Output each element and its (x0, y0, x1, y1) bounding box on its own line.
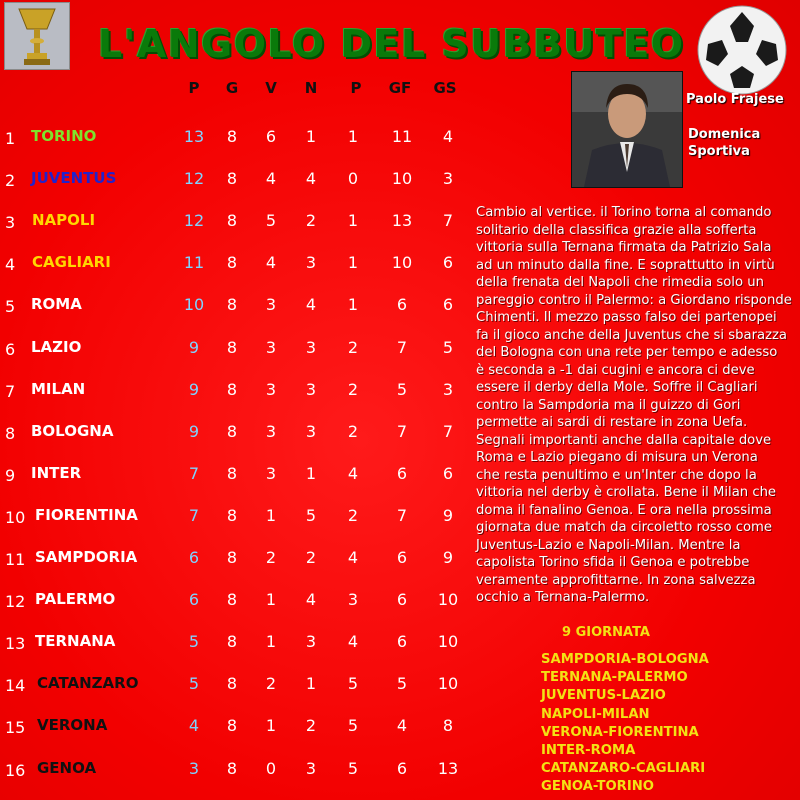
report-line: essere il derby della Mole. Soffre il Cagliari (476, 380, 758, 395)
position-cell: 1 (5, 129, 16, 148)
won-cell: 3 (265, 379, 277, 399)
report-line: permette ai sardi di restare in zona Uefa. (476, 415, 748, 430)
goals-for-cell: 6 (396, 758, 408, 778)
goals-for-cell: 4 (396, 716, 408, 736)
soccer-ball-image (696, 4, 788, 96)
goals-against-cell: 3 (442, 379, 454, 399)
played-cell: 8 (226, 758, 238, 778)
drawn-cell: 5 (305, 505, 317, 525)
won-cell: 3 (265, 337, 277, 357)
drawn-cell: 4 (305, 169, 317, 189)
played-cell: 8 (226, 337, 238, 357)
col-header-won: V (265, 79, 277, 97)
goals-against-cell: 8 (442, 716, 454, 736)
points-cell: 6 (188, 548, 200, 567)
goals-for-cell: 11 (391, 127, 413, 146)
report-line: Segnali importanti anche dalla capitale dove (476, 432, 772, 448)
position-cell: 3 (5, 213, 16, 233)
team-name-cell: CAGLIARI (32, 253, 111, 272)
table-row (0, 716, 470, 756)
table-row (0, 127, 470, 167)
col-header-points: P (188, 79, 200, 97)
next-round-title: 9 GIORNATA (562, 625, 650, 640)
played-cell: 8 (226, 632, 238, 652)
table-row (0, 422, 470, 462)
points-cell: 5 (188, 632, 200, 652)
team-name-cell: NAPOLI (32, 211, 96, 230)
won-cell: 2 (265, 548, 277, 567)
table-row (0, 548, 470, 588)
points-cell: 12 (183, 169, 205, 189)
lost-cell: 5 (347, 758, 359, 778)
points-cell: 9 (188, 379, 200, 399)
fixture-item: SAMPDORIA-BOLOGNA (541, 652, 709, 667)
drawn-cell: 3 (305, 337, 317, 357)
table-row (0, 169, 470, 209)
lost-cell: 4 (347, 632, 359, 652)
col-header-played: G (225, 79, 239, 97)
goals-for-cell: 10 (391, 169, 413, 189)
team-name-cell: CATANZARO (37, 674, 139, 693)
team-name-cell: PALERMO (35, 590, 116, 609)
position-cell: 7 (5, 381, 16, 401)
table-row (0, 590, 470, 630)
report-line: capolista Torino sfida il Genoa e potrebbe (476, 555, 750, 570)
position-cell: 2 (5, 171, 16, 191)
team-name-cell: GENOA (37, 758, 97, 777)
table-row (0, 759, 470, 799)
goals-against-cell: 3 (442, 169, 454, 189)
report-line: Juventus-Lazio e Napoli-Milan. Mentre la (476, 537, 741, 553)
played-cell: 8 (226, 295, 238, 315)
goals-against-cell: 9 (442, 505, 454, 525)
fixture-item: JUVENTUS-LAZIO (541, 688, 666, 704)
goals-for-cell: 6 (396, 548, 408, 567)
report-line: vittoria nel derby è crollata. Bene il Milan che (476, 485, 777, 500)
played-cell: 8 (226, 127, 238, 146)
report-line: Cambio al vertice. il Torino torna al comando (476, 205, 772, 220)
goals-against-cell: 9 (442, 548, 454, 567)
report-line: Roma e Lazio piegano di misura un Verona (476, 450, 758, 465)
report-line: pareggio contro il Palermo: a Giordano risponde (476, 292, 792, 308)
table-row (0, 632, 470, 672)
table-row (0, 295, 470, 335)
lost-cell: 1 (347, 127, 359, 146)
report-line: giornata due match da circoletto rosso come (476, 520, 772, 535)
points-cell: 5 (188, 674, 200, 694)
won-cell: 1 (265, 590, 277, 610)
goals-against-cell: 7 (442, 211, 454, 231)
report-line: solitario della classifica grazie alla sofferta (476, 222, 757, 238)
presenter-photo (571, 71, 683, 188)
position-cell: 15 (5, 718, 26, 738)
table-row (0, 211, 470, 251)
team-name-cell: TORINO (31, 127, 97, 145)
position-cell: 5 (5, 297, 16, 317)
lost-cell: 1 (347, 211, 359, 231)
points-cell: 12 (183, 211, 205, 231)
team-name-cell: FIORENTINA (35, 505, 138, 524)
drawn-cell: 3 (305, 379, 317, 399)
goals-for-cell: 6 (396, 632, 408, 652)
team-name-cell: MILAN (31, 379, 86, 398)
goals-against-cell: 10 (437, 590, 459, 610)
lost-cell: 2 (347, 379, 359, 399)
report-line: Chimenti. Il mezzo passo falso dei partenopei (476, 310, 777, 325)
played-cell: 8 (226, 548, 238, 567)
goals-against-cell: 5 (442, 337, 454, 357)
team-name-cell: TERNANA (35, 632, 116, 651)
played-cell: 8 (226, 505, 238, 525)
lost-cell: 5 (347, 674, 359, 694)
goals-against-cell: 6 (442, 463, 454, 483)
table-row (0, 253, 470, 293)
goals-for-cell: 13 (391, 211, 413, 231)
fixture-list (541, 651, 709, 797)
match-report (476, 204, 800, 607)
points-cell: 11 (183, 253, 205, 273)
drawn-cell: 3 (305, 632, 317, 652)
team-name-cell: INTER (31, 463, 82, 482)
won-cell: 4 (265, 169, 277, 189)
report-line: veramente approfittarne. In zona salvezza (476, 572, 756, 588)
drawn-cell: 2 (305, 716, 317, 736)
position-cell: 12 (5, 592, 26, 612)
position-cell: 6 (5, 339, 16, 359)
team-name-cell: ROMA (31, 295, 82, 314)
played-cell: 8 (226, 211, 238, 231)
goals-for-cell: 10 (391, 253, 413, 273)
drawn-cell: 3 (305, 253, 317, 273)
report-line: è seconda a -1 dai cugini e ancora ci deve (476, 362, 755, 378)
won-cell: 0 (265, 758, 277, 778)
played-cell: 8 (226, 674, 238, 694)
won-cell: 3 (265, 463, 277, 483)
won-cell: 3 (265, 295, 277, 315)
position-cell: 4 (5, 255, 16, 275)
report-line: fa il gioco anche della Juventus che si sbarazza (476, 327, 787, 343)
goals-against-cell: 6 (442, 253, 454, 273)
author-name: Paolo Frajese (686, 92, 784, 107)
won-cell: 1 (265, 632, 277, 652)
won-cell: 6 (265, 127, 277, 146)
played-cell: 8 (226, 253, 238, 273)
col-header-lost: P (350, 79, 362, 97)
report-line: contro la Sampdoria ma il guizzo di Gori (476, 397, 741, 413)
position-cell: 9 (5, 465, 16, 485)
position-cell: 13 (5, 634, 26, 654)
points-cell: 4 (188, 716, 200, 736)
drawn-cell: 3 (305, 758, 317, 778)
drawn-cell: 2 (305, 211, 317, 231)
played-cell: 8 (226, 716, 238, 736)
points-cell: 7 (188, 505, 200, 525)
fixture-item: NAPOLI-MILAN (541, 706, 650, 722)
lost-cell: 1 (347, 295, 359, 315)
lost-cell: 2 (347, 505, 359, 525)
drawn-cell: 3 (305, 421, 317, 441)
goals-for-cell: 6 (396, 590, 408, 610)
points-cell: 13 (183, 127, 205, 146)
author-show: Domenica Sportiva (688, 127, 761, 159)
drawn-cell: 1 (305, 127, 317, 146)
report-line: doma il fanalino Genoa. E ora nella prossima (476, 502, 772, 518)
won-cell: 1 (265, 716, 277, 736)
won-cell: 5 (265, 211, 277, 231)
report-line: occhio a Ternana-Palermo. (476, 590, 650, 605)
goals-against-cell: 13 (437, 758, 459, 778)
points-cell: 6 (188, 590, 200, 610)
drawn-cell: 2 (305, 548, 317, 567)
lost-cell: 4 (347, 463, 359, 483)
report-line: vittoria sulla Ternana firmata da Patrizio Sala (476, 240, 772, 255)
won-cell: 4 (265, 253, 277, 273)
played-cell: 8 (226, 169, 238, 189)
goals-for-cell: 6 (396, 295, 408, 315)
goals-for-cell: 7 (396, 421, 408, 441)
points-cell: 9 (188, 421, 200, 441)
lost-cell: 2 (347, 337, 359, 357)
col-header-goals-against: GS (433, 79, 457, 97)
lost-cell: 5 (347, 716, 359, 736)
points-cell: 10 (183, 295, 205, 315)
played-cell: 8 (226, 421, 238, 441)
played-cell: 8 (226, 463, 238, 483)
goals-for-cell: 7 (396, 337, 408, 357)
position-cell: 10 (5, 507, 26, 527)
report-line: ad un minuto dalla fine. E soprattutto in virtù (476, 257, 775, 273)
won-cell: 1 (265, 505, 277, 525)
fixture-item: TERNANA-PALERMO (541, 670, 688, 686)
goals-against-cell: 7 (442, 421, 454, 441)
team-name-cell: LAZIO (31, 337, 82, 356)
position-cell: 8 (5, 423, 16, 443)
col-header-drawn: N (304, 79, 318, 97)
table-row (0, 380, 470, 420)
lost-cell: 1 (347, 253, 359, 273)
page-title: L'ANGOLO DEL SUBBUTEO (98, 22, 685, 66)
team-name-cell: BOLOGNA (31, 421, 114, 440)
col-header-goals-for: GF (388, 79, 412, 97)
drawn-cell: 1 (305, 674, 317, 694)
report-line: del Bologna con una rete per tempo e adesso (476, 345, 778, 360)
drawn-cell: 4 (305, 295, 317, 315)
report-line: che resta penultimo e un'Inter che dopo la (476, 467, 757, 483)
fixture-item: CATANZARO-CAGLIARI (541, 761, 706, 777)
points-cell: 7 (188, 463, 200, 483)
team-name-cell: JUVENTUS (31, 169, 117, 188)
fixture-item: VERONA-FIORENTINA (541, 724, 699, 740)
goals-against-cell: 4 (442, 127, 454, 146)
goals-for-cell: 5 (396, 674, 408, 694)
won-cell: 2 (265, 674, 277, 694)
won-cell: 3 (265, 421, 277, 441)
played-cell: 8 (226, 379, 238, 399)
points-cell: 3 (188, 758, 200, 778)
goals-against-cell: 10 (437, 674, 459, 694)
team-name-cell: SAMPDORIA (35, 548, 138, 566)
table-row (0, 506, 470, 546)
lost-cell: 3 (347, 590, 359, 610)
goals-for-cell: 7 (396, 505, 408, 525)
drawn-cell: 4 (305, 590, 317, 610)
goals-against-cell: 10 (437, 632, 459, 652)
position-cell: 16 (5, 760, 26, 780)
report-line: della frenata del Napoli che rimedia solo un (476, 275, 764, 290)
position-cell: 14 (5, 676, 26, 696)
lost-cell: 0 (347, 169, 359, 189)
table-row (0, 464, 470, 504)
points-cell: 9 (188, 337, 200, 357)
lost-cell: 4 (347, 548, 359, 567)
fixture-item: GENOA-TORINO (541, 779, 654, 795)
played-cell: 8 (226, 590, 238, 610)
team-name-cell: VERONA (37, 716, 108, 735)
trophy-image (4, 2, 70, 70)
drawn-cell: 1 (305, 463, 317, 483)
lost-cell: 2 (347, 421, 359, 441)
table-row (0, 674, 470, 714)
position-cell: 11 (5, 550, 26, 569)
goals-against-cell: 6 (442, 295, 454, 315)
fixture-item: INTER-ROMA (541, 743, 636, 759)
goals-for-cell: 5 (396, 379, 408, 399)
table-row (0, 338, 470, 378)
goals-for-cell: 6 (396, 463, 408, 483)
